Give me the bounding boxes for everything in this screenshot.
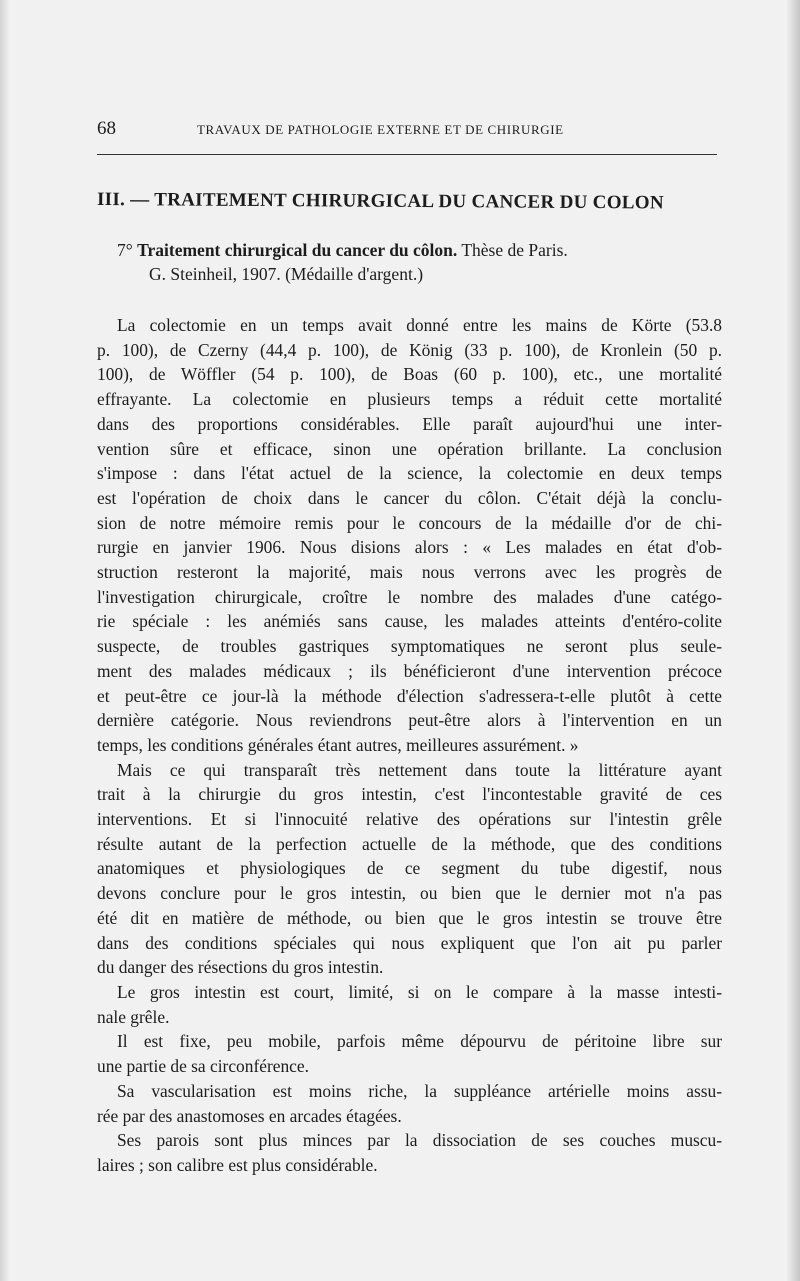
text-line: p. 100), de Czerny (44,4 p. 100), de König (33 p. 100), de Kronlein (50 p.	[97, 339, 722, 360]
text-line: La colectomie en un temps avait donné entre les mains de Körte (53.8	[117, 315, 722, 335]
paragraph	[97, 1029, 722, 1078]
text-line: vention sûre et efficace, sinon une opération brillante. La conclusion	[97, 438, 722, 459]
reference-publisher: G. Steinheil, 1907. (Médaille d'argent.)	[149, 264, 424, 284]
paragraph	[97, 758, 722, 980]
running-title: TRAVAUX DE PATHOLOGIE EXTERNE ET DE CHIRURGIE	[197, 122, 564, 137]
text-line: Le gros intestin est court, limité, si on le compare à la masse intesti-	[117, 981, 722, 1002]
text-line: Mais ce qui transparaît très nettement dans toute la littérature ayant	[117, 759, 722, 780]
text-line: Ses parois sont plus minces par la dissociation de ses couches muscu-	[117, 1130, 722, 1151]
text-line: dans des proportions considérables. Elle paraît aujourd'hui une inter-	[97, 413, 722, 434]
text-line: interventions. Et si l'innocuité relative des opérations sur l'intestin grêle	[97, 809, 722, 830]
text-line: et peut-être ce jour-là la méthode d'élection s'adressera-t-elle plutôt à cette	[97, 685, 722, 706]
reference-title: Traitement chirurgical du cancer du côlon.	[137, 240, 458, 260]
text-line: temps, les conditions générales étant autres, meilleures assurément. »	[97, 734, 579, 755]
page-gutter-shadow-left	[0, 0, 10, 1281]
paragraph	[97, 313, 722, 758]
text-line: Il est fixe, peu mobile, parfois même dépourvu de péritoine libre sur	[117, 1031, 722, 1052]
paragraph	[97, 980, 722, 1029]
text-line: s'impose : dans l'état actuel de la science, la colectomie en deux temps	[97, 463, 722, 484]
reference-number: 7°	[117, 240, 133, 260]
text-line: 100), de Wöffler (54 p. 100), de Boas (60 p. 100), etc., une mortalité	[97, 364, 722, 385]
text-line: trait à la chirurgie du gros intestin, c'est l'incontestable gravité de ces	[97, 784, 722, 805]
text-line: suspecte, de troubles gastriques symptomatiques ne seront plus seule-	[97, 636, 722, 657]
text-line: struction resteront la majorité, mais nous verrons avec les progrès de	[97, 562, 722, 583]
page-number: 68	[97, 118, 116, 139]
paragraph	[97, 1128, 722, 1177]
text-line: l'investigation chirurgicale, croître le nombre des malades d'une catégo-	[97, 586, 722, 607]
page-edge-shadow-right	[786, 0, 800, 1281]
text-line: nale grêle.	[97, 1006, 170, 1027]
text-line: laires ; son calibre est plus considérable.	[97, 1154, 378, 1175]
section-title: III. — TRAITEMENT CHIRURGICAL DU CANCER DU COLON	[96, 189, 664, 214]
text-line: Sa vascularisation est moins riche, la suppléance artérielle moins assu-	[117, 1080, 722, 1101]
publication-reference	[117, 238, 717, 286]
text-line: résulte autant de la perfection actuelle de la méthode, que des conditions	[97, 833, 722, 854]
text-line: été dit en matière de méthode, ou bien que le gros intestin se trouve être	[97, 907, 722, 928]
reference-venue: Thèse de Paris.	[461, 240, 568, 260]
page-header	[97, 118, 717, 140]
body-text	[97, 313, 722, 1178]
text-line: rie spéciale : les anémiés sans cause, les malades atteints d'entéro-colite	[97, 611, 722, 632]
text-line: devons conclure pour le gros intestin, ou bien que le dernier mot n'a pas	[97, 883, 722, 904]
header-rule	[97, 154, 717, 155]
text-line: du danger des résections du gros intestin.	[97, 957, 384, 978]
text-line: ment des malades médicaux ; ils bénéficieront d'une intervention précoce	[97, 660, 722, 681]
text-line: anatomiques et physiologiques de ce segment du tube digestif, nous	[97, 858, 722, 879]
paragraph	[97, 1079, 722, 1128]
text-line: sion de notre mémoire remis pour le concours de la médaille d'or de chi-	[97, 512, 722, 533]
text-line: est l'opération de choix dans le cancer du côlon. C'était déjà la conclu-	[97, 487, 722, 508]
text-line: rurgie en janvier 1906. Nous disions alors : « Les malades en état d'ob-	[97, 537, 722, 558]
text-line: une partie de sa circonférence.	[97, 1056, 309, 1077]
text-line: rée par des anastomoses en arcades étagées.	[97, 1105, 402, 1126]
text-line: dans des conditions spéciales qui nous expliquent que l'on ait pu parler	[97, 932, 722, 953]
text-line: dernière catégorie. Nous reviendrons peut-être alors à l'intervention en un	[97, 710, 722, 731]
text-line: effrayante. La colectomie en plusieurs temps a réduit cette mortalité	[97, 389, 722, 410]
